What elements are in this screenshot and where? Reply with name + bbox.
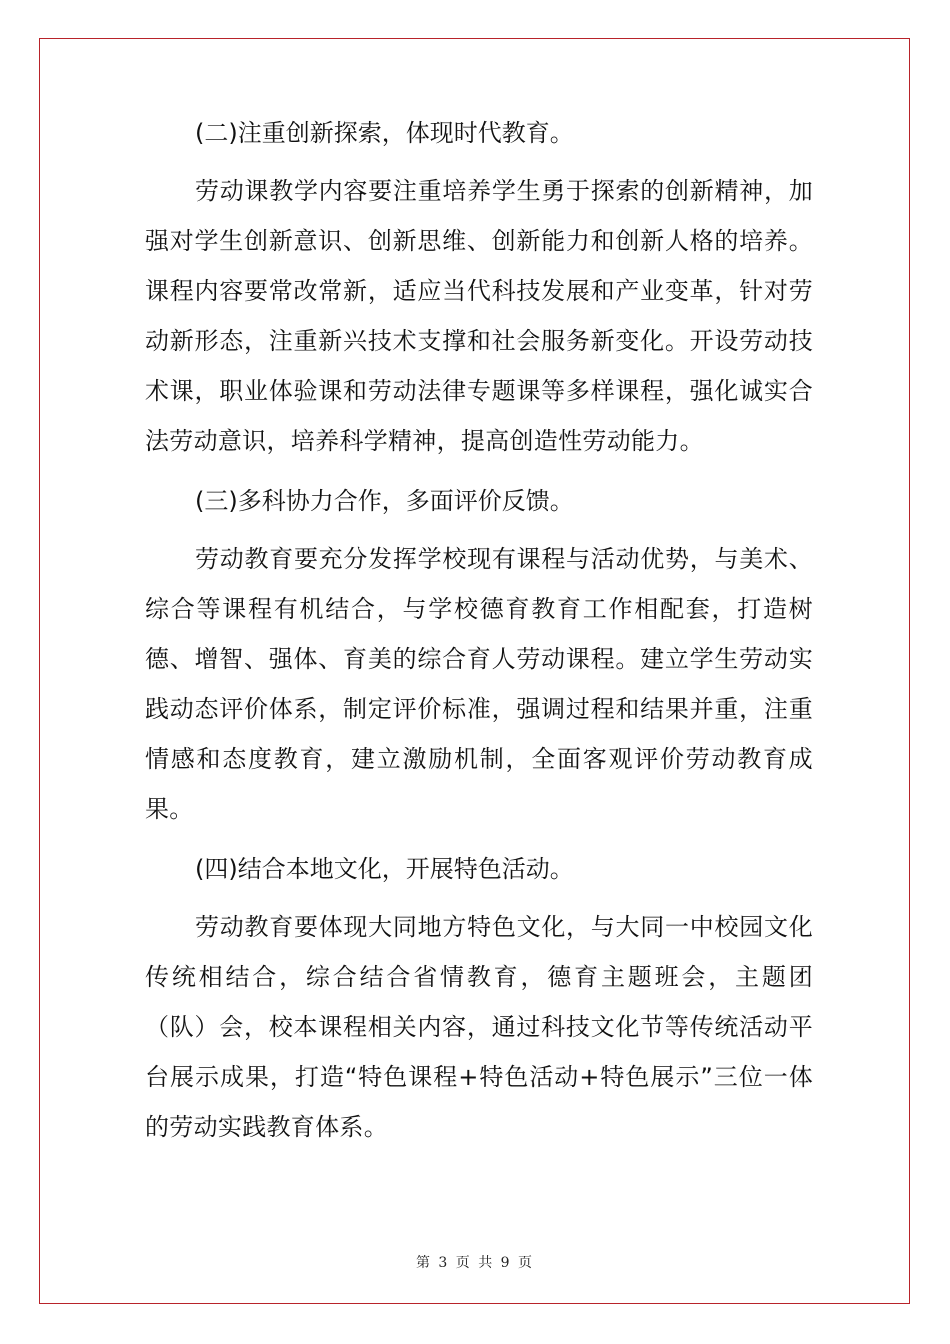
document-body (145, 108, 813, 1162)
section-paragraph: 劳动教育要充分发挥学校现有课程与活动优势，与美术、综合等课程有机结合，与学校德育教育工作相配套，打造树德、增智、强体、育美的综合育人劳动课程。建立学生劳动实践动态评价体系，制定评价标准，强调过程和结果并重，注重情感和态度教育，建立激励机制，全面客观评价劳动教育成果。 (145, 545, 813, 823)
section-paragraph: 劳动教育要体现大同地方特色文化，与大同一中校园文化传统相结合，综合结合省情教育，德育主题班会，主题团（队）会，校本课程相关内容，通过科技文化节等传统活动平台展示成果，打造“特色课程+特色活动+特色展示”三位一体的劳动实践教育体系。 (145, 913, 813, 1141)
section-heading: (二)注重创新探索，体现时代教育。 (195, 119, 574, 147)
page-number-footer: 第 3 页 共 9 页 (415, 1255, 535, 1271)
section-heading: (三)多科协力合作，多面评价反馈。 (195, 487, 574, 515)
section-heading: (四)结合本地文化，开展特色活动。 (195, 855, 574, 883)
section-paragraph: 劳动课教学内容要注重培养学生勇于探索的创新精神，加强对学生创新意识、创新思维、创新能力和创新人格的培养。课程内容要常改常新，适应当代科技发展和产业变革，针对劳动新形态，注重新兴技术支撑和社会服务新变化。开设劳动技术课，职业体验课和劳动法律专题课等多样课程，强化诚实合法劳动意识，培养科学精神，提高创造性劳动能力。 (145, 177, 813, 455)
